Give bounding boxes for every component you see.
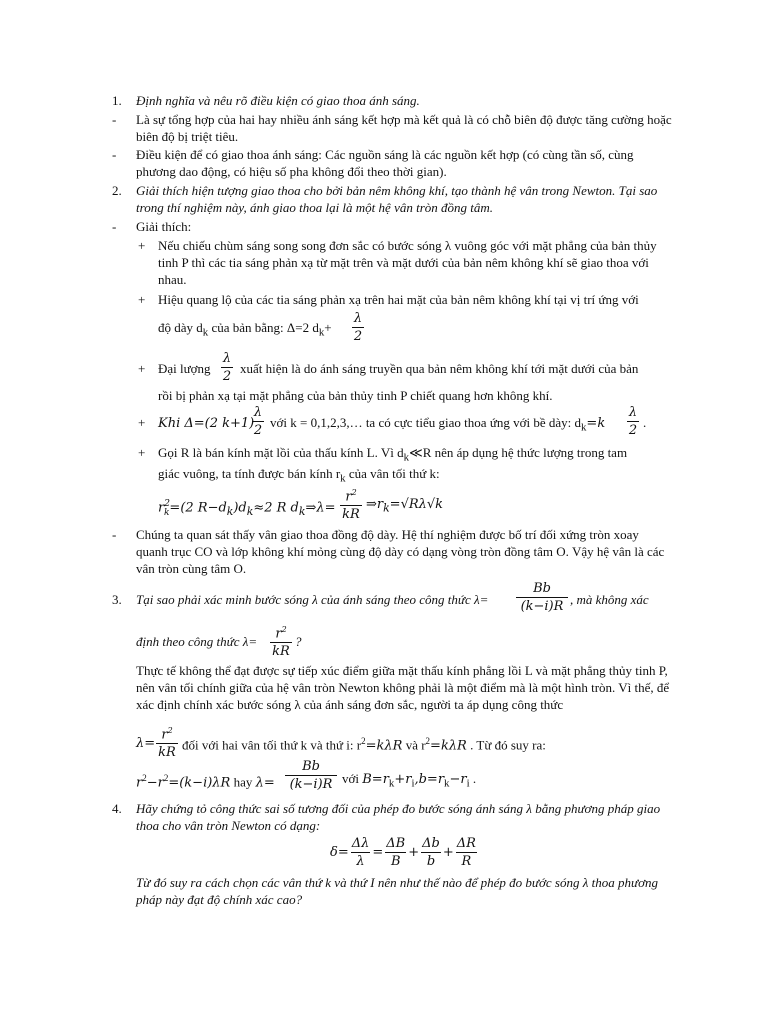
explain-label-text: Giải thích: [136, 219, 192, 234]
relative-error-formula [330, 832, 477, 872]
text-fragment: Đại lượng [158, 361, 211, 376]
fraction-denominator: R [461, 853, 472, 869]
fraction-r2-over-kR [156, 722, 178, 761]
formula-fragment: r [136, 775, 143, 791]
formula-fragment: λ= [136, 736, 156, 751]
conclusion-text: Chúng ta quan sát thấy vân giao thoa đồng độ dày. Hệ thí nghiệm được bố trí đối xứng tròn xoay quanh trục CO và lớp không khí mỏng cùng độ dày có dạng vòng tròn đồng tâm O. Vậy hệ vân là các vân tròn cùng tâm O. [136, 527, 665, 576]
formula-fragment: =k [586, 416, 606, 431]
radius-formula-end [366, 496, 443, 517]
subscript: k [226, 504, 234, 518]
fraction-numerator: $r^2$ [270, 621, 292, 643]
formula-fragment: ≈2 R d [253, 500, 299, 516]
explain-text: xuất hiện là do ánh sáng truyền qua bản nêm không khí tới mặt dưới của bản [240, 361, 639, 376]
formula-fragment: =(2 R−d [169, 500, 227, 516]
dash-bullet: - [112, 219, 117, 234]
answer-text: Điều kiện để có giao thoa ánh sáng: Các nguồn sáng là các nguồn kết hợp (có cùng tần số, cùng phương dao động, có hiệu số pha không đổi theo thời gian). [136, 147, 634, 179]
text-fragment: giác vuông, ta tính được bán kính r [158, 466, 341, 481]
fraction-denominator: 2 [222, 369, 232, 384]
formula-fragment: của bản bằng: Δ=2 d [211, 320, 319, 335]
plus-bullet: + [138, 445, 146, 460]
text-fragment: . [472, 771, 477, 786]
formula-fragment: + [324, 320, 332, 335]
formula-fragment: + [408, 844, 420, 860]
superscript: 2 [163, 773, 169, 783]
text-fragment: đối với hai vân tối thứ k và thứ i: r [182, 737, 362, 753]
fraction-lambda-over-2 [352, 310, 364, 345]
radius-formula [158, 496, 335, 522]
fraction-numerator: ΔR [456, 835, 476, 851]
question-1 [112, 92, 672, 109]
answer-line [182, 733, 546, 754]
superscript: 2 [142, 773, 147, 783]
subscript: k [163, 507, 170, 518]
fraction-numerator: Δb [422, 835, 440, 851]
explain-item [112, 237, 672, 288]
question-mark: ? [295, 634, 302, 649]
fraction-numerator: Bb [285, 758, 337, 776]
question-4-followup [112, 874, 672, 908]
subscript: k [581, 421, 587, 434]
plus-bullet: + [138, 292, 146, 307]
explain-item [112, 444, 672, 467]
question-number: 2. [112, 183, 122, 198]
answer-text: Là sự tổng hợp của hai hay nhiều ánh sáng kết hợp mà kết quả là có chỗ biên độ được tăng cường hoặc biên độ bị triệt tiêu. [136, 112, 672, 144]
fraction [456, 835, 477, 870]
explain-item [112, 291, 672, 308]
fraction-numerator: ΔB [386, 835, 406, 851]
subscript: k [403, 451, 410, 464]
dash-bullet: - [112, 112, 117, 127]
path-difference-line [158, 319, 678, 342]
question-text: định theo công thức λ= [136, 634, 258, 649]
fraction-lambda-over-2 [221, 350, 233, 385]
formula-fragment: −r [146, 775, 164, 791]
question-text: Tại sao phải xác minh bước sóng λ của ánh sáng theo công thức λ= [136, 592, 489, 607]
fraction-denominator: λ [356, 853, 365, 869]
fraction-denominator: (k−i)R [289, 777, 333, 792]
question-4 [112, 800, 672, 834]
subscript: k [340, 472, 346, 485]
fraction [421, 835, 441, 870]
answer-item [112, 146, 672, 180]
formula-fragment: B=r [362, 772, 389, 787]
superscript: 2 [167, 726, 173, 735]
fraction-denominator: 2 [628, 423, 638, 438]
question-text: Từ đó suy ra cách chọn các vân thứ k và thứ I nên như thế nào để phép đo bước sóng λ thoa phương pháp này đạt độ chính xác cao? [136, 875, 659, 907]
fraction-denominator: (k−i)R [520, 599, 564, 614]
plus-bullet: + [138, 415, 146, 430]
question-text: , mà không xác [570, 592, 649, 607]
dash-bullet: - [112, 527, 117, 542]
fraction [385, 835, 406, 870]
formula-fragment: λ= [255, 775, 275, 791]
explain-text: rồi bị phản xạ tại mặt phẳng của bản thủy tinh P chiết quang hơn không khí. [158, 388, 553, 403]
text-fragment: và r [405, 737, 426, 753]
fraction-numerator: λ [222, 351, 232, 366]
formula-fragment: +r [394, 772, 412, 787]
subscript: i [411, 777, 415, 790]
fraction-denominator: b [426, 853, 436, 869]
superscript: 2 [361, 736, 366, 746]
question-text: Định nghĩa và nêu rõ điều kiện có giao thoa ánh sáng. [136, 93, 420, 108]
text-fragment: độ dày d [158, 320, 203, 335]
formula-fragment: =kλR [365, 738, 403, 754]
question-text: Giải thích hiện tượng giao thoa cho bởi bản nêm không khí, tạo thành hệ vân trong Newton. Tại sao trong thí nghiệm này, ánh giao thoa lại là một hệ vân tròn đồng tâm. [136, 183, 658, 215]
subscript: i [466, 777, 470, 790]
superscript: 2 [425, 736, 431, 746]
subscript: k [298, 504, 306, 518]
fraction-numerator: λ [253, 405, 263, 420]
fraction-numerator: λ [628, 405, 638, 420]
fraction-Bb [285, 758, 337, 793]
superscript: 2 [164, 499, 170, 509]
fraction-denominator: kR [158, 745, 176, 761]
fraction-lambda-over-2 [627, 404, 639, 439]
subscript: k [383, 501, 390, 515]
subscript: k [388, 777, 395, 790]
subscript: k [318, 326, 325, 339]
superscript: 2 [351, 488, 357, 497]
question-number: 4. [112, 801, 122, 816]
conclusion-item [112, 526, 672, 577]
explain-text: Hiệu quang lộ của các tia sáng phản xạ trên hai mặt của bản nêm không khí tại vị trí ứng với [158, 292, 639, 307]
answer-text: Thực tế không thể đạt được sự tiếp xúc điểm giữa mặt thấu kính phẳng lồi L và mặt phẳng thủy tinh P, nên vân tối chính giữa của hệ vân tròn Newton không phải là một điểm mà là một hình tròn. Vì thế, để xác định chính xác bước sóng λ của ánh sáng đơn sắc, người ta áp dụng công thức [136, 663, 670, 712]
fraction [351, 835, 371, 870]
formula-fragment: δ= [330, 844, 349, 860]
fraction-denominator: B [390, 853, 401, 869]
formula-fragment: ⇒r [366, 497, 384, 512]
fraction-denominator: 2 [253, 423, 263, 438]
formula-fragment: ,b=r [414, 772, 445, 787]
formula-fragment: =√Rλ√k [389, 497, 444, 512]
subscript: k [444, 777, 450, 790]
text-fragment: Gọi R là bán kính mặt lồi của thấu kính L. Vì d [158, 445, 404, 460]
dash-bullet: - [112, 147, 117, 162]
text-fragment: với [342, 771, 359, 786]
formula-fragment: Khi Δ=(2 k+1) [158, 416, 255, 431]
subscript: k [246, 504, 254, 518]
question-text: Hãy chứng tỏ công thức sai số tương đối của phép đo bước sóng ánh sáng λ bằng phương pháp giao thoa cho vân tròn Newton có dạng: [136, 801, 661, 833]
min-condition-text [270, 414, 605, 437]
explain-label [112, 218, 672, 235]
question-number: 3. [112, 592, 122, 607]
fraction-numerator: $r^2$ [340, 484, 362, 506]
question-number: 1. [112, 93, 122, 108]
answer-line [136, 770, 275, 791]
fraction-Bb [516, 580, 568, 615]
formula-fragment: )d [233, 500, 247, 516]
question-2 [112, 182, 672, 216]
period: . [643, 415, 647, 430]
text-fragment: ≪R nên áp dụng hệ thức lượng trong tam [409, 445, 628, 460]
explain-text [158, 465, 678, 488]
formula-fragment: =kλR [430, 738, 467, 754]
text-fragment: . Từ đó suy ra: [470, 737, 546, 753]
text-fragment: của vân tối thứ k: [348, 466, 440, 481]
plus-bullet: + [138, 361, 146, 376]
formula-fragment: + [442, 844, 454, 860]
formula-fragment: r [158, 500, 165, 516]
formula-fragment: =(k−i)λR [168, 775, 231, 791]
fraction-denominator: 2 [353, 329, 363, 344]
fraction-denominator: kR [342, 507, 360, 523]
fraction-numerator: $r^2$ [156, 722, 178, 744]
formula-fragment: ⇒λ= [305, 500, 336, 516]
text-fragment: hay [233, 774, 253, 790]
fraction-r2-over-kR [340, 484, 362, 523]
formula-fragment: = [372, 844, 384, 860]
explain-text: Nếu chiếu chùm sáng song song đơn sắc có bước sóng λ vuông góc với mặt phẳng của bản thủy tinh P thì các tia sáng phản xạ từ mặt trên và mặt dưới của bản nêm không khí sẽ giao thoa với nhau. [158, 238, 657, 287]
formula-fragment: −r [449, 772, 467, 787]
answer-line [342, 770, 476, 793]
subscript: k [202, 326, 209, 339]
answer-item [112, 111, 672, 145]
fraction-r2-over-kR [270, 621, 292, 660]
fraction-denominator: kR [272, 644, 290, 660]
question-3-cont [112, 633, 672, 650]
fraction-numerator: λ [353, 311, 363, 326]
text-fragment: với k = 0,1,2,3,… ta có cực tiểu giao thoa ứng với bề dày: d [270, 415, 581, 430]
fraction-lambda-over-2 [252, 404, 264, 439]
fraction-numerator: Δλ [351, 835, 370, 851]
plus-bullet: + [138, 238, 146, 253]
superscript: 2 [281, 625, 287, 634]
fraction-numerator: Bb [516, 580, 568, 598]
